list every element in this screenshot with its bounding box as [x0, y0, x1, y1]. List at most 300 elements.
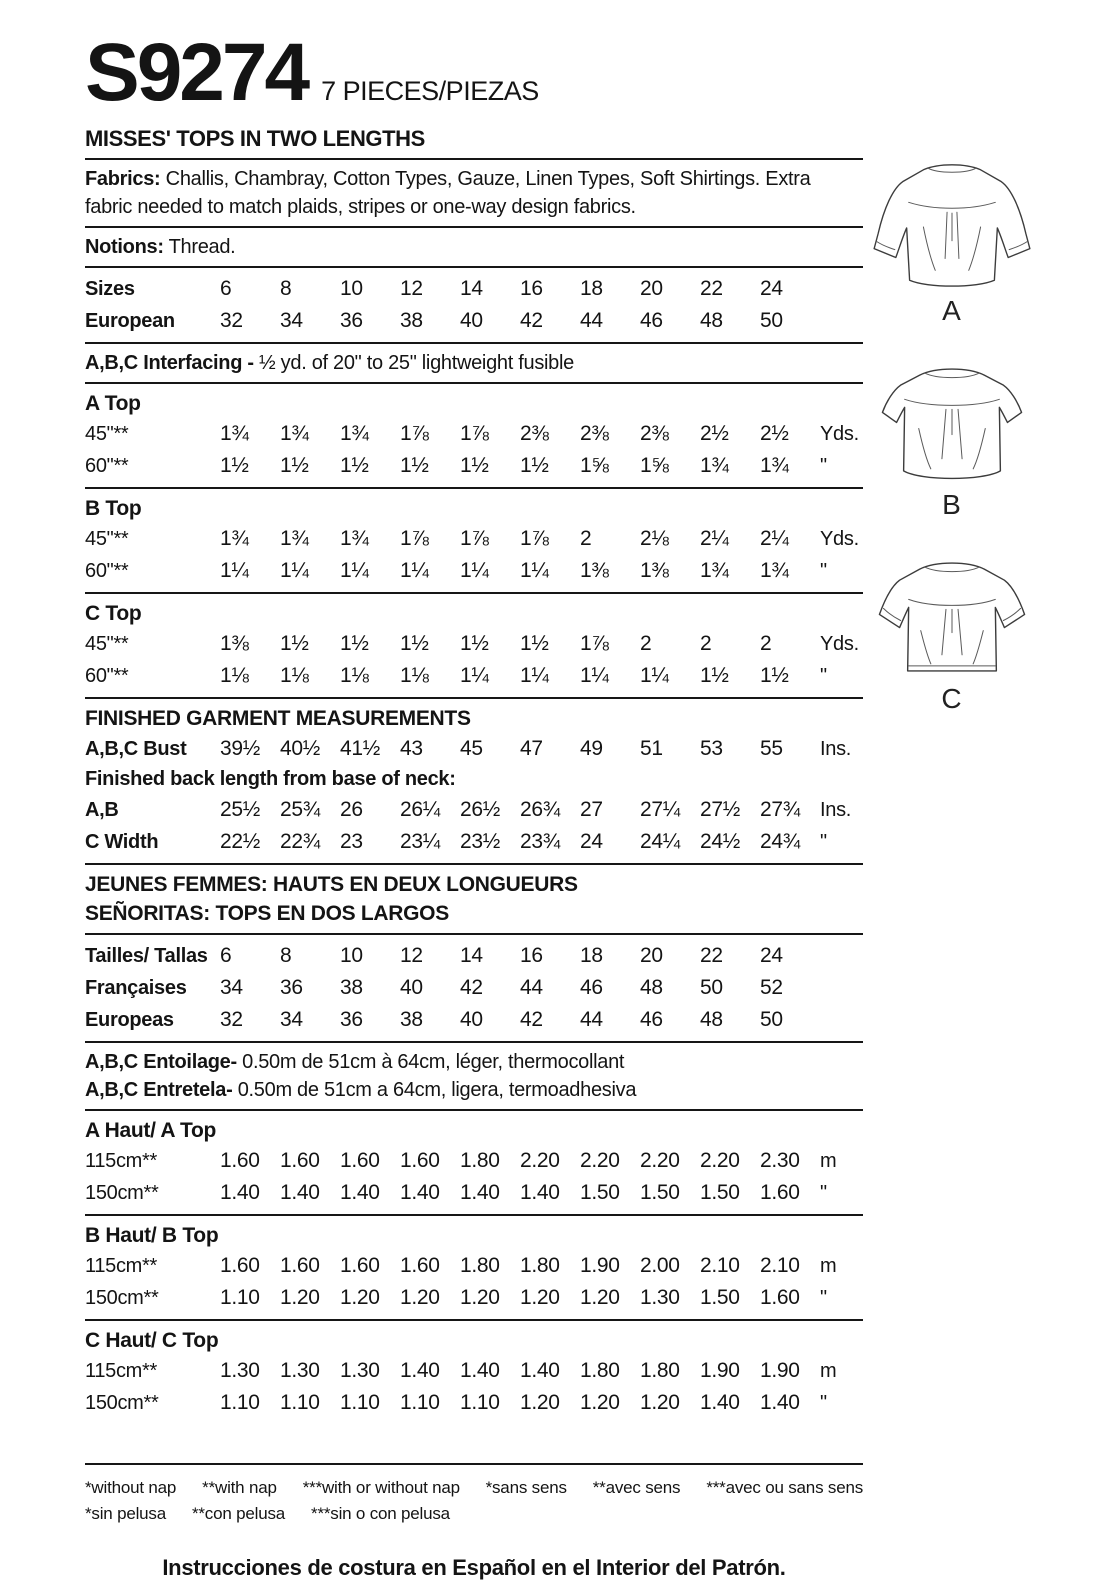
section-heading: A Haut/ A Top [85, 1119, 217, 1142]
table-cell: 1¼ [280, 559, 309, 582]
row-label: Sizes [85, 278, 135, 300]
table-cell: 1.30 [220, 1359, 260, 1382]
row-values [220, 1004, 820, 1035]
table-cell: 1.80 [460, 1149, 500, 1172]
entretela-value: 0.50m de 51cm a 64cm, ligera, termoadhesiva [237, 1079, 637, 1101]
table-cell: 2 [580, 527, 592, 550]
table-cell: **with nap [202, 1478, 277, 1497]
table-cell: 49 [580, 737, 603, 760]
table-cell: 1½ [400, 454, 429, 477]
table-cell: 2.20 [580, 1149, 620, 1172]
row-values [220, 1145, 820, 1176]
row-label: 150cm** [85, 1182, 159, 1204]
row-label: A,B [85, 799, 119, 821]
fabrics-text [85, 165, 863, 221]
table-cell: 32 [220, 309, 243, 332]
table-cell: 1½ [340, 454, 369, 477]
row-values [220, 418, 820, 449]
fabrics-line1: Challis, Chambray, Cotton Types, Gauze, Linen Types, Soft Shirtings. Extra [165, 168, 811, 190]
row-label: 60"** [85, 665, 129, 687]
table-cell: 2.20 [700, 1149, 740, 1172]
table-row-115cm [85, 1145, 863, 1177]
table-cell: 53 [700, 737, 723, 760]
garment-label-a: A [942, 295, 962, 326]
table-cell: 1⅛ [280, 664, 309, 687]
table-cell: 1⅞ [460, 422, 489, 445]
table-cell: 1.40 [340, 1181, 380, 1204]
row-label: 115cm** [85, 1360, 158, 1382]
table-cell: 1¾ [280, 422, 309, 445]
row-values [220, 1387, 820, 1418]
main-content-column [85, 27, 863, 1581]
row-label: 45"** [85, 528, 129, 550]
table-cell: 1¾ [760, 454, 789, 477]
table-row-60in [85, 660, 863, 692]
row-unit: " [820, 1182, 827, 1204]
table-cell: 16 [520, 277, 543, 300]
table-cell: 1⅛ [340, 664, 369, 687]
table-cell: 1½ [460, 454, 489, 477]
table-cell: 1.20 [340, 1286, 380, 1309]
row-label: 45"** [85, 633, 129, 655]
row-values [220, 555, 820, 586]
table-cell: 27½ [700, 798, 740, 821]
table-cell: 2.00 [640, 1254, 680, 1277]
garment-view-c [862, 556, 1042, 714]
metric-section-a-top [85, 1116, 863, 1216]
table-cell: 1½ [220, 454, 249, 477]
table-cell: 1.60 [760, 1286, 800, 1309]
table-cell: 51 [640, 737, 663, 760]
table-cell: 2 [700, 632, 712, 655]
table-cell: 12 [400, 944, 423, 967]
sizes-section [85, 273, 863, 344]
table-cell: 2 [760, 632, 772, 655]
table-cell: 50 [760, 1008, 783, 1031]
table-cell: 40½ [280, 737, 320, 760]
table-cell: 1.40 [520, 1181, 560, 1204]
intl-sizes-section [85, 940, 863, 1043]
table-cell: 1¾ [220, 422, 249, 445]
yardage-section-c-top [85, 599, 863, 699]
table-cell: 44 [580, 1008, 603, 1031]
table-cell: 10 [340, 944, 363, 967]
table-cell: 1.80 [580, 1359, 620, 1382]
table-cell: 1¼ [340, 559, 369, 582]
table-cell: 1½ [280, 632, 309, 655]
table-cell: 1.40 [700, 1391, 740, 1414]
entoilage-section [85, 1048, 863, 1111]
table-cell: ***with or without nap [302, 1478, 460, 1497]
garment-label-c: C [941, 683, 963, 714]
top-a-back-view-icon [866, 156, 1038, 294]
table-cell: 38 [400, 309, 423, 332]
table-cell: 42 [460, 976, 483, 999]
table-cell: 1¼ [400, 559, 429, 582]
table-cell: 25½ [220, 798, 260, 821]
table-cell: *sans sens [485, 1478, 567, 1497]
table-cell: 2⅜ [580, 422, 609, 445]
row-label: 60"** [85, 455, 129, 477]
intl-headings-section [85, 870, 863, 935]
table-cell: 1¾ [700, 559, 729, 582]
table-cell: 2.30 [760, 1149, 800, 1172]
table-cell: ***avec ou sans sens [706, 1478, 863, 1497]
table-cell: ***sin o con pelusa [311, 1504, 450, 1523]
table-cell: 1½ [340, 632, 369, 655]
row-values [220, 733, 820, 764]
row-values [220, 794, 820, 825]
section-heading: C Top [85, 602, 142, 625]
interfacing-label: A,B,C Interfacing - [85, 352, 254, 374]
table-cell: 2½ [760, 422, 789, 445]
table-cell: 2¼ [760, 527, 789, 550]
table-cell: 1.40 [460, 1359, 500, 1382]
table-row-45in [85, 628, 863, 660]
table-cell: 1⅝ [640, 454, 669, 477]
table-cell: 1.30 [280, 1359, 320, 1382]
table-cell: 46 [580, 976, 603, 999]
page-title: MISSES' TOPS IN TWO LENGTHS [85, 126, 425, 151]
table-cell: 1.40 [460, 1181, 500, 1204]
table-cell: 24¼ [640, 830, 680, 853]
table-cell: 1.40 [520, 1359, 560, 1382]
table-cell: 1.90 [580, 1254, 620, 1277]
table-cell: 27 [580, 798, 603, 821]
table-cell: 34 [280, 1008, 303, 1031]
row-label: C Width [85, 831, 159, 853]
table-cell: 1.20 [400, 1286, 440, 1309]
table-cell: 44 [520, 976, 543, 999]
table-cell: 1¼ [460, 664, 489, 687]
entoilage-value: 0.50m de 51cm à 64cm, léger, thermocollant [242, 1051, 625, 1073]
interfacing-text [85, 349, 863, 377]
table-cell: 40 [460, 309, 483, 332]
table-cell: 1⅜ [220, 632, 249, 655]
table-row-150cm [85, 1387, 863, 1419]
footnote-row-2 [85, 1501, 863, 1527]
table-row-115cm [85, 1355, 863, 1387]
table-cell: 1⅜ [580, 559, 609, 582]
table-cell: 1.30 [340, 1359, 380, 1382]
table-cell: 44 [580, 309, 603, 332]
footnotes-spanish [85, 1501, 450, 1527]
row-unit: Yds. [820, 423, 859, 445]
table-cell: 26 [340, 798, 363, 821]
table-cell: *sin pelusa [85, 1504, 166, 1523]
table-cell: 41½ [340, 737, 380, 760]
entretela-text [85, 1076, 863, 1104]
table-cell: 1.60 [760, 1181, 800, 1204]
table-cell: 1.50 [640, 1181, 680, 1204]
row-label: 150cm** [85, 1392, 159, 1414]
table-cell: 1.90 [700, 1359, 740, 1382]
table-cell: 2⅛ [640, 527, 669, 550]
row-label: 45"** [85, 423, 129, 445]
table-cell: 1.20 [580, 1391, 620, 1414]
table-cell: 1⅛ [220, 664, 249, 687]
table-cell: 1.60 [400, 1149, 440, 1172]
table-cell: 1.60 [340, 1254, 380, 1277]
row-unit: " [820, 455, 827, 477]
table-cell: 42 [520, 1008, 543, 1031]
table-cell: 23¼ [400, 830, 440, 853]
table-cell: 2.10 [700, 1254, 740, 1277]
interfacing-section [85, 349, 863, 384]
table-cell: 10 [340, 277, 363, 300]
table-cell: 23¾ [520, 830, 560, 853]
table-cell: 1½ [460, 632, 489, 655]
table-row-60in [85, 555, 863, 587]
table-cell: 27¾ [760, 798, 800, 821]
table-cell: 12 [400, 277, 423, 300]
section-heading: A Top [85, 392, 141, 415]
row-unit: m [820, 1360, 837, 1382]
table-row-60in [85, 450, 863, 482]
table-cell: 1.50 [700, 1286, 740, 1309]
heading-spanish: SEÑORITAS: TOPS EN DOS LARGOS [85, 902, 449, 925]
table-cell: 1.50 [700, 1181, 740, 1204]
table-row-45in [85, 418, 863, 450]
table-cell: 1⅜ [640, 559, 669, 582]
table-cell: 1¼ [640, 664, 669, 687]
table-cell: 1.10 [460, 1391, 500, 1414]
back-length-heading: Finished back length from base of neck: [85, 768, 456, 790]
row-values [220, 1250, 820, 1281]
table-cell: 1¼ [580, 664, 609, 687]
table-cell: 1.40 [400, 1181, 440, 1204]
row-values [220, 450, 820, 481]
table-cell: 1⅞ [400, 527, 429, 550]
table-cell: 2½ [700, 422, 729, 445]
row-unit: " [820, 1287, 827, 1309]
table-row-150cm [85, 1282, 863, 1314]
table-cell: 36 [280, 976, 303, 999]
table-cell: 1¾ [760, 559, 789, 582]
row-label: 115cm** [85, 1150, 158, 1172]
row-values [220, 1177, 820, 1208]
table-cell: 47 [520, 737, 543, 760]
table-cell: 24¾ [760, 830, 800, 853]
table-cell: 46 [640, 1008, 663, 1031]
spanish-instructions-note: Instrucciones de costura en Español en el Interior del Patrón. [162, 1555, 786, 1580]
table-cell: 1.40 [220, 1181, 260, 1204]
table-cell: 1.10 [340, 1391, 380, 1414]
row-label: 60"** [85, 560, 129, 582]
table-cell: 48 [700, 309, 723, 332]
table-cell: 1.20 [280, 1286, 320, 1309]
table-cell: 2¼ [700, 527, 729, 550]
table-row-115cm [85, 1250, 863, 1282]
garment-back-views-column [862, 156, 1042, 750]
table-cell: 46 [640, 309, 663, 332]
table-cell: 39½ [220, 737, 260, 760]
table-row-150cm [85, 1177, 863, 1209]
table-cell: 50 [700, 976, 723, 999]
table-row-francaises [85, 972, 863, 1004]
yardage-section-a-top [85, 389, 863, 489]
table-cell: *without nap [85, 1478, 177, 1497]
table-cell: 20 [640, 944, 663, 967]
table-cell: 23 [340, 830, 363, 853]
table-cell: 52 [760, 976, 783, 999]
row-unit: " [820, 1392, 827, 1414]
table-cell: 8 [280, 277, 292, 300]
table-row-c-width [85, 826, 863, 858]
entoilage-text [85, 1048, 863, 1076]
row-unit: " [820, 560, 827, 582]
table-cell: 1½ [520, 632, 549, 655]
row-label: Tailles/ Tallas [85, 945, 208, 967]
footnotes-french [486, 1475, 863, 1501]
table-cell: 1¾ [280, 527, 309, 550]
row-label: Europeas [85, 1009, 174, 1031]
table-cell: 1.20 [520, 1286, 560, 1309]
row-unit: Yds. [820, 633, 859, 655]
footnote-row-1 [85, 1475, 863, 1501]
table-cell: 1⅞ [580, 632, 609, 655]
table-cell: 38 [340, 976, 363, 999]
table-cell: 36 [340, 309, 363, 332]
table-cell: 40 [400, 976, 423, 999]
table-cell: 1.50 [580, 1181, 620, 1204]
table-cell: 2 [640, 632, 652, 655]
table-cell: 1⅞ [400, 422, 429, 445]
table-cell: 1.30 [640, 1286, 680, 1309]
table-cell: 1.20 [520, 1391, 560, 1414]
table-cell: 45 [460, 737, 483, 760]
table-cell: 26½ [460, 798, 500, 821]
table-cell: 1.60 [340, 1149, 380, 1172]
table-cell: 16 [520, 944, 543, 967]
table-cell: 1.10 [280, 1391, 320, 1414]
row-values [220, 660, 820, 691]
table-cell: 1.60 [220, 1254, 260, 1277]
row-values [220, 940, 820, 971]
table-cell: 24 [760, 277, 783, 300]
section-heading: FINISHED GARMENT MEASUREMENTS [85, 707, 471, 730]
row-values [220, 305, 820, 336]
table-cell: 24 [760, 944, 783, 967]
table-cell: 1½ [700, 664, 729, 687]
table-cell: 1.80 [640, 1359, 680, 1382]
table-cell: 2⅜ [520, 422, 549, 445]
row-label: A,B,C Bust [85, 738, 187, 760]
table-cell: 1.10 [400, 1391, 440, 1414]
table-cell: 1.20 [460, 1286, 500, 1309]
table-cell: 6 [220, 277, 232, 300]
table-cell: 24½ [700, 830, 740, 853]
table-cell: 48 [640, 976, 663, 999]
table-cell: 1.40 [280, 1181, 320, 1204]
row-values [220, 1282, 820, 1313]
garment-view-b [862, 362, 1042, 520]
table-cell: 48 [700, 1008, 723, 1031]
table-cell: 42 [520, 309, 543, 332]
table-cell: **con pelusa [191, 1504, 286, 1523]
table-cell: 25¾ [280, 798, 320, 821]
table-cell: 1½ [280, 454, 309, 477]
table-cell: 26¾ [520, 798, 560, 821]
table-cell: 36 [340, 1008, 363, 1031]
row-unit: Ins. [820, 799, 852, 821]
top-b-back-view-icon [866, 362, 1038, 488]
table-cell: 1.40 [400, 1359, 440, 1382]
table-cell: 1.60 [400, 1254, 440, 1277]
table-cell: 22 [700, 277, 723, 300]
row-unit: Ins. [820, 738, 852, 760]
row-values [220, 826, 820, 857]
table-cell: 22 [700, 944, 723, 967]
row-values [220, 523, 820, 554]
notions-text [85, 233, 863, 261]
table-cell: 1¼ [520, 664, 549, 687]
footnotes-english [85, 1475, 460, 1501]
table-row-european [85, 305, 863, 337]
table-cell: 18 [580, 944, 603, 967]
row-values [220, 1355, 820, 1386]
title-section [85, 124, 863, 160]
row-values [220, 972, 820, 1003]
row-values [220, 273, 820, 304]
table-row-tailles [85, 940, 863, 972]
table-cell: 1⅛ [400, 664, 429, 687]
row-label: European [85, 310, 175, 332]
table-cell: 32 [220, 1008, 243, 1031]
table-row-45in [85, 523, 863, 555]
table-cell: 2.20 [520, 1149, 560, 1172]
row-unit: m [820, 1150, 837, 1172]
table-cell: 24 [580, 830, 603, 853]
entretela-label: A,B,C Entretela- [85, 1079, 233, 1101]
row-label: Françaises [85, 977, 187, 999]
table-row-bust [85, 733, 863, 765]
table-cell: 1¾ [340, 422, 369, 445]
top-c-back-view-icon [866, 556, 1038, 682]
table-cell: 1¾ [700, 454, 729, 477]
table-row-ab-length [85, 794, 863, 826]
garment-label-b: B [942, 489, 962, 520]
table-cell: 1.80 [460, 1254, 500, 1277]
table-cell: 1¾ [340, 527, 369, 550]
table-cell: 34 [280, 309, 303, 332]
pattern-number: S9274 [85, 27, 308, 118]
table-cell: 1½ [400, 632, 429, 655]
fabrics-section [85, 165, 863, 228]
table-cell: 1¼ [220, 559, 249, 582]
table-cell: 1.80 [520, 1254, 560, 1277]
table-cell: 1⅞ [460, 527, 489, 550]
table-cell: 8 [280, 944, 292, 967]
table-cell: 2.10 [760, 1254, 800, 1277]
table-cell: 1.60 [280, 1254, 320, 1277]
row-values [220, 628, 820, 659]
table-cell: **avec sens [592, 1478, 681, 1497]
metric-section-b-top [85, 1221, 863, 1321]
table-row-sizes [85, 273, 863, 305]
table-cell: 26¼ [400, 798, 440, 821]
table-cell: 1¼ [460, 559, 489, 582]
table-cell: 18 [580, 277, 603, 300]
pieces-count: 7 PIECES/PIEZAS [321, 76, 539, 106]
table-cell: 1.20 [640, 1391, 680, 1414]
table-cell: 1¾ [220, 527, 249, 550]
row-unit: Yds. [820, 528, 859, 550]
table-cell: 2⅜ [640, 422, 669, 445]
table-cell: 27¼ [640, 798, 680, 821]
section-heading: C Haut/ C Top [85, 1329, 219, 1352]
table-cell: 1.20 [580, 1286, 620, 1309]
